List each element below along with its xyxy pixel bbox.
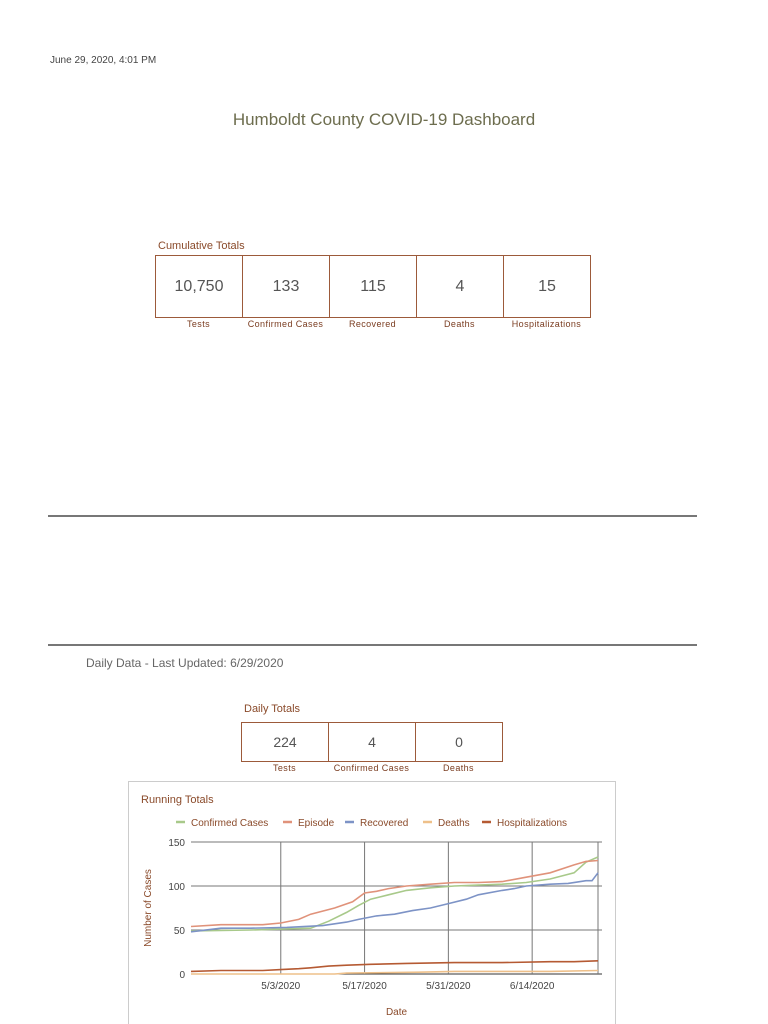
legend-entry: Recovered [360,818,409,829]
x-tick-label: 5/31/2020 [426,981,471,992]
x-tick-label: 6/14/2020 [509,981,555,992]
confirmed-cases-caption: Confirmed Cases [247,319,324,329]
y-tick-label: 50 [173,926,185,937]
legend-entry: Episode [298,818,335,829]
daily-deaths-value: 0 [415,723,502,761]
daily-totals-label: Daily Totals [244,703,301,715]
y-tick-label: 0 [179,970,185,981]
deaths-value: 4 [416,256,503,317]
timestamp: June 29, 2020, 4:01 PM [50,55,157,66]
recovered-caption: Recovered [348,319,397,329]
recovered-value: 115 [329,256,416,317]
daily-tests-value: 224 [273,734,297,750]
y-axis-label: Number of Cases [143,869,154,947]
legend-entry: Deaths [438,818,470,829]
hospitalizations-value: 15 [503,256,590,317]
x-axis-label: Date [385,1007,408,1018]
daily-confirmed-cases-caption: Confirmed Cases [333,763,410,773]
daily-confirmed-cases-value: 4 [328,723,415,761]
cumulative-totals-label: Cumulative Totals [158,240,245,252]
chart-title: Running Totals [141,794,214,806]
tests-value: 10,750 [174,277,224,295]
x-tick-label: 5/3/2020 [261,981,301,992]
deaths-caption: Deaths [444,319,475,329]
tests-caption: Tests [186,319,210,329]
daily-data-header: Daily Data - Last Updated: 6/29/2020 [86,656,284,670]
hospitalizations-caption: Hospitalizations [511,319,582,329]
series-line [191,961,598,972]
page-title: Humboldt County COVID-19 Dashboard [232,110,536,129]
daily-tests-caption: Tests [272,763,296,773]
x-tick-label: 5/17/2020 [342,981,387,992]
series-line [191,857,598,931]
daily-deaths-caption: Deaths [443,763,474,773]
legend-entry: Hospitalizations [497,818,568,829]
y-tick-label: 100 [168,882,185,893]
legend-entry: Confirmed Cases [191,818,269,829]
confirmed-cases-value: 133 [242,256,329,317]
y-tick-label: 150 [168,838,185,849]
